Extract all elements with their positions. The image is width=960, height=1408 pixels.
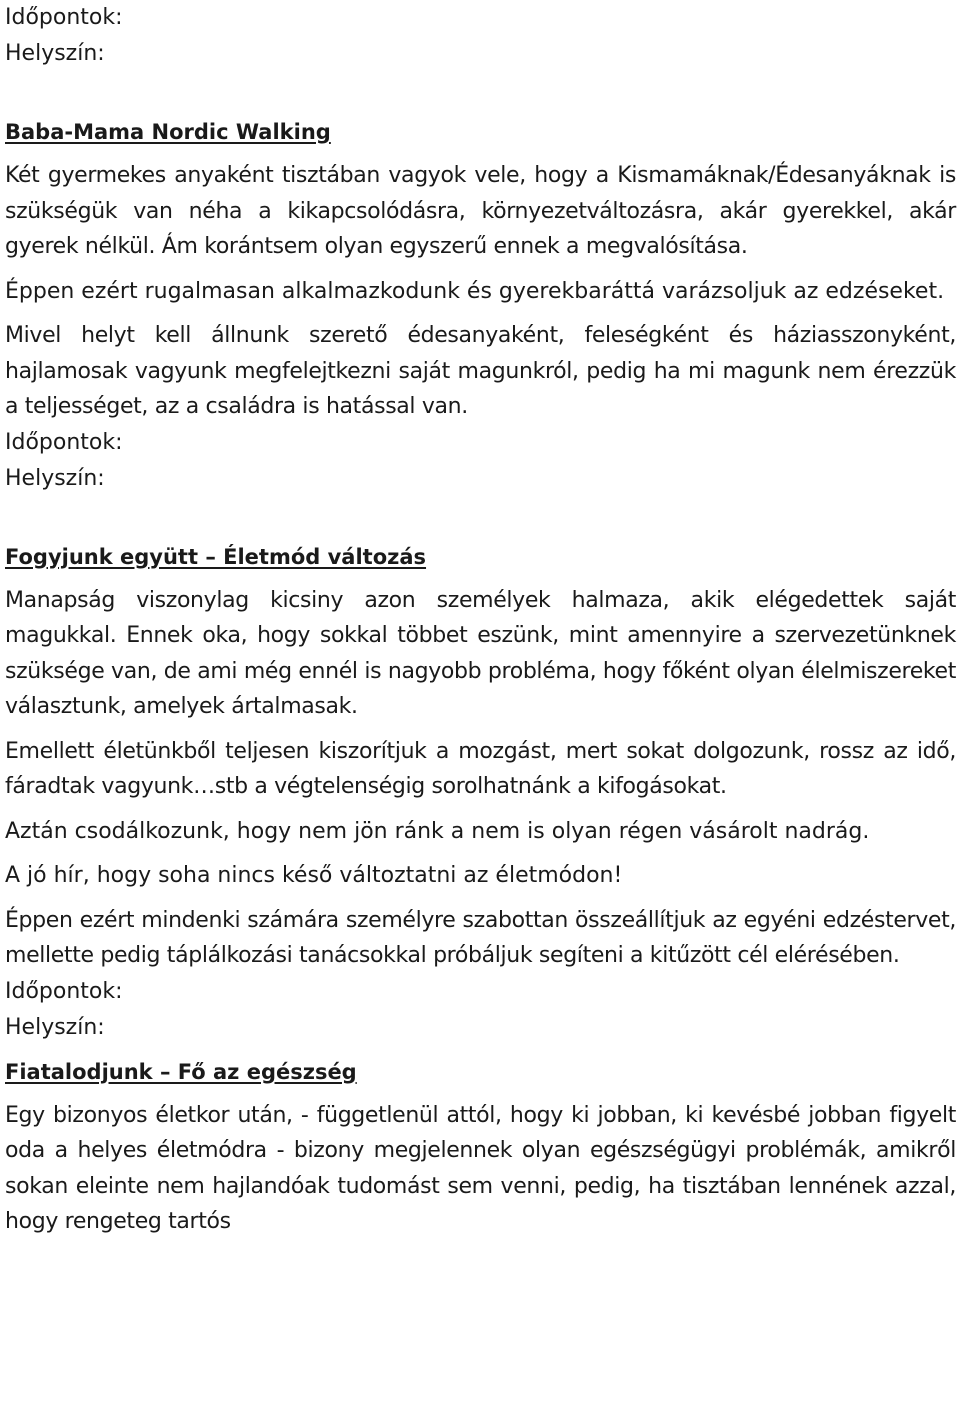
paragraph: Éppen ezért mindenki számára személyre szabottan összeállítjuk az egyéni edzéstervet, mellette pedig táplálkozási tanácsokkal próbáljuk segíteni a kitűzött cél elérésében. (5, 907, 956, 968)
paragraph: Manapság viszonylag kicsiny azon személyek halmaza, akik elégedettek saját magukkal. Ennek oka, hogy sokkal többet eszünk, mint amennyire a szervezetünknek szüksége van, de ami még ennél is nagyobb probléma, hogy főként olyan élelmiszereket választunk, amelyek ártalmasak. (5, 587, 956, 719)
section-title: Fiatalodjunk – Fő az egészség (5, 1059, 357, 1084)
spacer (5, 497, 956, 540)
spacer (5, 72, 956, 115)
section-title: Baba-Mama Nordic Walking (5, 120, 331, 144)
spacer (5, 309, 956, 318)
spacer (5, 849, 956, 858)
paragraph: Aztán csodálkozunk, hogy nem jön ránk a nem is olyan régen vásárolt nadrág. (5, 818, 870, 844)
spacer (5, 1046, 956, 1055)
helyszin-label: Helyszín: (5, 465, 105, 491)
section-title: Fogyjunk együtt – Életmód változás (5, 544, 427, 569)
paragraph: Egy bizonyos életkor után, - függetlenül attól, hogy ki jobban, ki kevésbé jobban figyelt oda a helyes életmódra - bizony megjelennek olyan egészségügyi problémák, amikről sokan eleinte nem hajlandóak tudomást sem venni, pedig, ha tisztában lennének azzal, hogy rengeteg tartós (5, 1102, 956, 1234)
section-fiatalodjunk (5, 1055, 956, 1240)
paragraph: A jó hír, hogy soha nincs késő változtatni az életmódon! (5, 863, 623, 888)
paragraph: Mivel helyt kell állnunk szerető édesanyaként, feleségként és háziasszonyként, hajlamosak vagyunk megfelejtkezni saját magunkról, pedig ha mi magunk nem érezzük a teljességet, az a családra is hatással van. (5, 323, 956, 419)
spacer (5, 805, 956, 814)
helyszin-label: Helyszín: (5, 1014, 105, 1040)
spacer (5, 265, 956, 274)
idopontok-label: Időpontok: (5, 429, 123, 455)
section-fogyjunk (5, 540, 956, 1046)
spacer (5, 1089, 956, 1098)
spacer (5, 894, 956, 903)
paragraph: Éppen ezért rugalmasan alkalmazkodunk és gyerekbaráttá varázsoljuk az edzéseket. (5, 278, 945, 304)
spacer (5, 574, 956, 583)
top-helyszin-label: Helyszín: (5, 41, 105, 66)
paragraph: Emellett életünkből teljesen kiszorítjuk a mozgást, mert sokat dolgozunk, rossz az idő, fáradtak vagyunk…stb a végtelenségig sorolhatnánk a kifogásokat. (5, 738, 956, 799)
document-page (5, 0, 956, 1240)
top-idopontok-label: Időpontok: (5, 5, 123, 30)
spacer (5, 149, 956, 158)
paragraph: Két gyermekes anyaként tisztában vagyok vele, hogy a Kismamáknak/Édesanyáknak is szükségük van néha a kikapcsolódásra, környezetváltozásra, akár gyerekkel, akár gyerek nélkül. Ám korántsem olyan egyszerű ennek a megvalósítása. (5, 163, 956, 259)
section-baba-mama (5, 115, 956, 497)
idopontok-label: Időpontok: (5, 978, 123, 1004)
spacer (5, 725, 956, 734)
